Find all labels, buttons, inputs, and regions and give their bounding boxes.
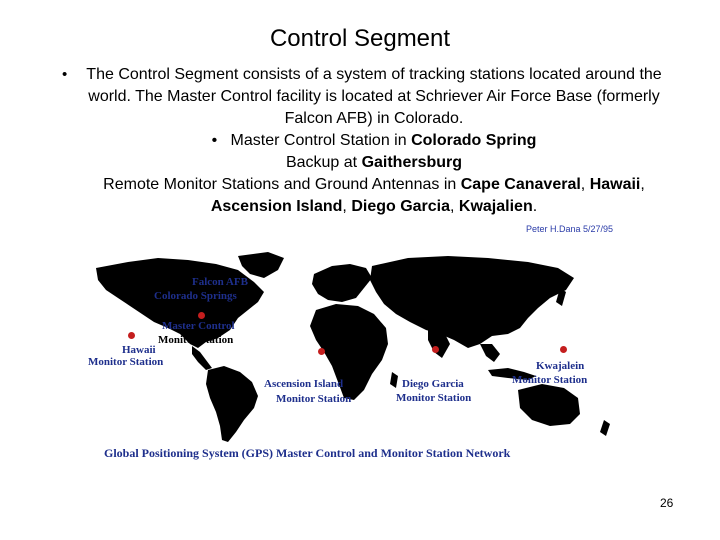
page-number: 26 [660,496,674,510]
hawaii-monitor-station-label: Monitor Station [88,356,164,368]
master-monitor-station-label: Monitor Station [158,334,234,346]
mcs-place: Colorado Spring [411,132,537,149]
intro-text: The Control Segment consists of a system of tracking stations located around the world. The Master Control facility is located at Schriever Air Force Base (formerly Falcon AFB) in Colorado. [86,66,662,127]
hawaii-label: Hawaii [122,344,156,356]
hawaii-station-marker [128,332,135,339]
sub-bullet-mcs [84,130,664,152]
new-zealand-landmass [600,420,610,436]
continents [96,252,610,442]
remote-place-diego: Diego Garcia [351,198,451,215]
diego-monitor-station-label: Monitor Station [396,392,472,404]
south-america-landmass [206,366,258,442]
falcon-afb-label: Falcon AFB [192,276,248,288]
ascension-monitor-station-label: Monitor Station [276,393,352,405]
mcs-prefix: Master Control Station in [230,132,412,149]
diego-garcia-label: Diego Garcia [402,378,464,390]
map-credit: Peter H.Dana 5/27/95 [526,224,614,234]
kwajalein-station-marker [560,346,567,353]
sub-bullet-marker: • [211,132,218,149]
remote-sep: , [580,176,586,193]
body-text [84,64,664,218]
europe-landmass [312,264,372,302]
southeast-asia-landmass [480,344,500,362]
asia-landmass [370,256,574,348]
remote-sep: , [342,198,352,215]
kwajalein-monitor-station-label: Monitor Station [512,374,588,386]
central-america-landmass [192,346,212,370]
ascension-station-marker [318,348,325,355]
remote-prefix: Remote Monitor Stations and Ground Antennas in [103,176,461,193]
kwajalein-label: Kwajalein [536,360,585,372]
world-map-graphic [88,248,628,448]
backup-place: Gaithersburg [361,154,463,171]
remote-place-ascension: Ascension Island [210,198,343,215]
remote-end: . [532,198,538,215]
master-control-label: Master Control [162,320,235,332]
remote-place-kwajalien: Kwajalien [458,198,533,215]
ascension-island-label: Ascension Island [264,378,344,390]
remote-place-cape: Cape Canaveral [460,176,581,193]
slide-title: Control Segment [269,25,451,52]
remote-sep: , [450,198,459,215]
colorado-springs-label: Colorado Springs [154,290,237,302]
diego-garcia-station-marker [432,346,439,353]
world-map [88,248,628,448]
remote-place-hawaii: Hawaii [589,176,641,193]
backup-line [84,152,664,174]
remote-sep: , [640,176,645,193]
remote-line [84,174,664,218]
australia-landmass [518,384,580,426]
map-caption: Global Positioning System (GPS) Master Control and Monitor Station Network [104,446,511,460]
backup-prefix: Backup at [285,154,362,171]
colorado-springs-station-marker [198,312,205,319]
greenland-landmass [238,252,284,278]
bullet-marker: • [62,66,68,83]
madagascar-landmass [390,372,398,388]
